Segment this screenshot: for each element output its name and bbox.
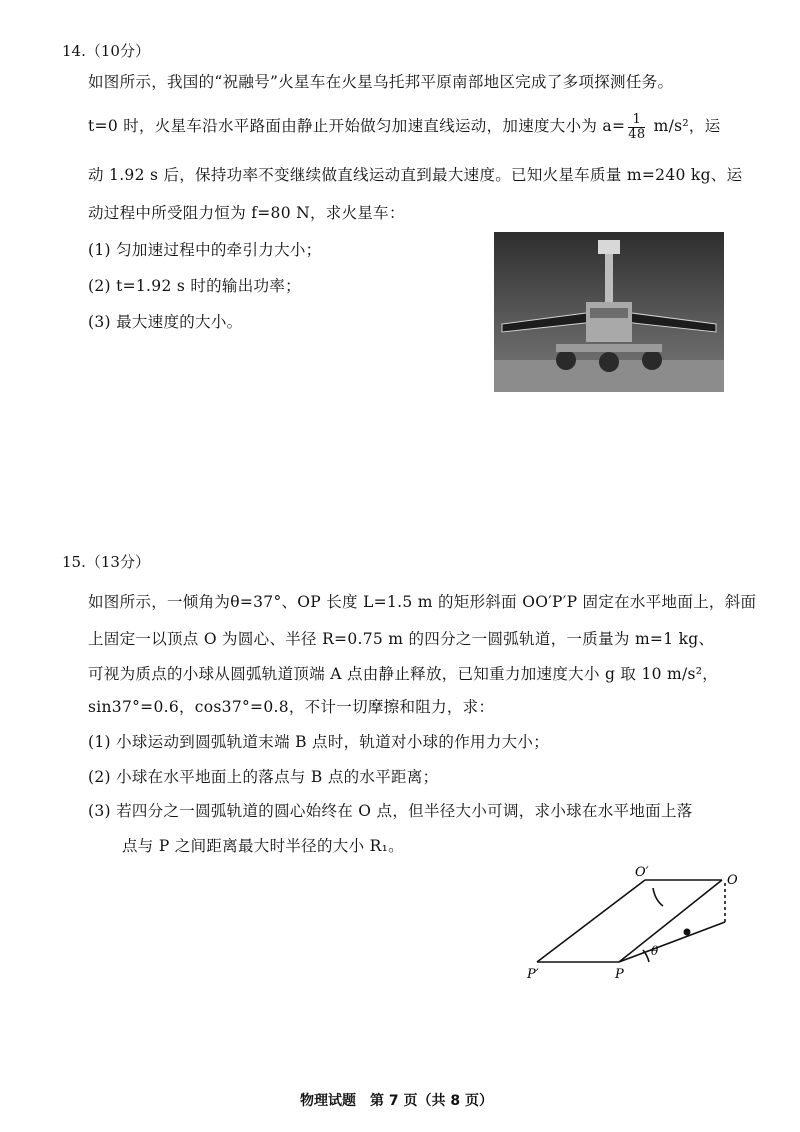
q14-line-3: 动 1.92 s 后，保持功率不变继续做直线运动直到最大速度。已知火星车质量 m=240 kg、运 xyxy=(88,166,743,184)
q15-line-1: 如图所示，一倾角为θ=37°、OP 长度 L=1.5 m 的矩形斜面 OO′P′P 固定在水平地面上，斜面 xyxy=(88,593,757,611)
label-p: P xyxy=(615,967,624,982)
label-o-prime: O′ xyxy=(635,865,649,880)
fraction-denominator: 48 xyxy=(628,126,646,142)
q14-line-2-text: t=0 时，火星车沿水平路面由静止开始做匀加速直线运动，加速度大小为 a= xyxy=(88,117,626,136)
edge-p-o xyxy=(619,880,722,962)
q15-item-2: (2) 小球在水平地面上的落点与 B 点的水平距离； xyxy=(88,768,439,786)
label-o: O xyxy=(727,873,738,888)
q14-header: 14.（10分） xyxy=(62,42,150,60)
q14-item-2: (2) t=1.92 s 时的输出功率； xyxy=(88,277,301,295)
q15-item-1: (1) 小球运动到圆弧轨道末端 B 点时，轨道对小球的作用力大小； xyxy=(88,733,550,751)
q15-line-4: sin37°=0.6，cos37°=0.8，不计一切摩擦和阻力，求： xyxy=(88,698,495,716)
q14-line-1: 如图所示，我国的“祝融号”火星车在火星乌托邦平原南部地区完成了多项探测任务。 xyxy=(88,73,674,91)
q15-item-3b: 点与 P 之间距离最大时半径的大小 R₁。 xyxy=(122,837,404,855)
acceleration-fraction xyxy=(628,113,645,141)
q15-line-3: 可视为质点的小球从圆弧轨道顶端 A 点由静止释放，已知重力加速度大小 g 取 10 m/s²， xyxy=(88,665,719,683)
q15-line-2: 上固定一以顶点 O 为圆心、半径 R=0.75 m 的四分之一圆弧轨道，一质量为 m=1 kg、 xyxy=(88,630,715,648)
label-p-prime: P′ xyxy=(527,967,539,982)
arc-track xyxy=(653,888,663,906)
incline-diagram xyxy=(525,862,765,992)
q15-item-3a: (3) 若四分之一圆弧轨道的圆心始终在 O 点，但半径大小可调，求小球在水平地面上落 xyxy=(88,802,693,820)
ball-marker xyxy=(684,929,691,936)
q14-item-3: (3) 最大速度的大小。 xyxy=(88,313,243,331)
mars-rover-photo xyxy=(494,232,724,392)
fraction-numerator: 1 xyxy=(628,113,645,128)
label-theta: θ xyxy=(651,944,659,958)
q14-item-1: (1) 匀加速过程中的牵引力大小； xyxy=(88,241,322,259)
page-footer: 物理试题 第 7 页（共 8 页） xyxy=(300,1093,493,1109)
edge-o-prime-p-prime xyxy=(537,880,645,962)
support-line xyxy=(619,922,725,962)
q14-line-4: 动过程中所受阻力恒为 f=80 N，求火星车： xyxy=(88,204,405,222)
q15-header: 15.（13分） xyxy=(62,553,150,571)
q14-line-2 xyxy=(88,113,721,141)
q14-line-2-unit: m/s²，运 xyxy=(648,117,721,136)
